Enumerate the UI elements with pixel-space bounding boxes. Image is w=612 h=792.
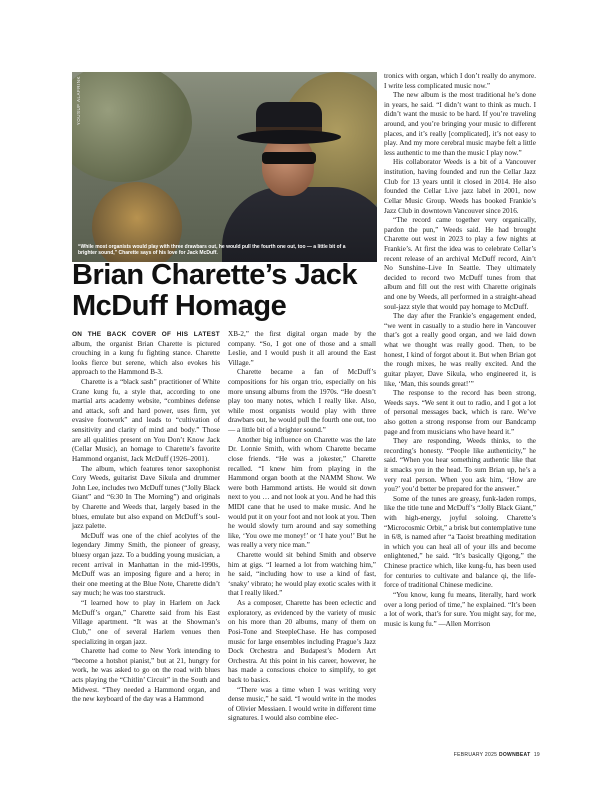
paragraph: McDuff was one of the chief acolytes of the legendary Jimmy Smith, the pioneer of greasy, bluesy organ jazz. To a budding young musician, a recent arrival in Manhattan in the mid-1990s, McDuff was an imposing figure and a hero; in their one meeting at the Blue Note, Charette didn’t say much; he was too starstruck.: [72, 531, 220, 598]
paragraph: Some of the tunes are greasy, funk-laden romps, like the title tune and McDuff’s “Jolly Black Giant,” with high-energy, joyful soloing. Charette’s “Microcosmic Orbit,” a brisk but contemplative tune in 6/8, is named after “a Taoist breathing meditation in which you can heal all of your ills and become enlightened,” he said. “It’s basically Qigong,” the Chinese practice which, like kung-fu, has been used for centuries to cultivate and balance qi, the life-force of traditional Chinese medicine.: [384, 494, 536, 590]
paragraph: “The record came together very organically, pardon the pun,” Weeds said. He had brought Charette out west in 2023 to play a few nights at Frankie’s. At first the idea was to celebrate Cellar’s recent release of an archival McDuff record, Ain’t No Sunshine–Live In Seattle. They ultimately decided to record two McDuff tunes from that album and fill out the rest with Charette originals and one by Weeds, all performed in a straight-ahead soul-jazz style that would pay homage to McDuff.: [384, 216, 536, 311]
paragraph: “I learned how to play in Harlem on Jack McDuff’s organ,” Charette said from his East Village apartment. “It was at the Showman’s Club,” one of several Harlem venues then specializing in organ jazz.: [72, 599, 220, 646]
paragraph: ON THE BACK COVER OF HIS LATEST album, the organist Brian Charette is pictured crouching in a kung fu fighting stance. Charette looks fierce but serene, which also evokes his approach to the Hammond B-3.: [72, 331, 220, 377]
paragraph: XB-2,” the first digital organ made by the company. “So, I got one of those and a small Leslie, and I would push it all around the East Village.”: [228, 330, 376, 367]
lead-in: ON THE BACK COVER OF HIS LATEST: [72, 331, 220, 338]
article-headline: Brian Charette’s Jack McDuff Homage: [72, 259, 358, 323]
magazine-name: DOWNBEAT: [498, 752, 531, 758]
article-column-2: [228, 330, 376, 724]
article-column-1: [72, 330, 220, 705]
page-folio: [454, 752, 540, 758]
paragraph: Charette is a “black sash” practitioner of White Crane kung fu, a style that, according to one martial arts academy website, “combines defense and attack, soft and hard power, uses firm, yet evasive footwork” and leads to “cultivation of sensitivity and clarity of mind and body.” Those are all qualities present on You Don’t Know Jack (Cellar Music), an homage to Charette’s favorite Hammond organist, Jack McDuff (1926–2001).: [72, 378, 220, 463]
paragraph: They are responding, Weeds thinks, to the recording’s honesty. “People like authenticity,” he said. “When you hear something authentic like that it smacks you in the head. To sum Brian up, he’s a very real person. When you ask him, ‘How are you?’ you’d better be prepared for the answer.”: [384, 437, 536, 494]
paragraph: Charette became a fan of McDuff’s compositions for his organ trio, especially on his more unsung albums from the 1970s. “He doesn’t play too many notes, which I really like. Also, while most organists would play with three drawbars out, he would pull the fourth one out, too — a little bit of a brighter sound.”: [228, 368, 376, 435]
paragraph: The response to the record has been strong, Weeds says. “We sent it out to radio, and I got a lot of personal messages back, which is rare. We’ve also gotten a strong response from our Bandcamp page and from musicians who have heard it.”: [384, 389, 536, 436]
paragraph: As a composer, Charette has been eclectic and exploratory, as evidenced by the variety of music on his more than 20 albums, many of them on Posi-Tone and SteepleChase. He has composed music for large ensembles including Prague’s Jazz Dock Orchestra and Budapest’s Modern Art Orchestra. At this point in his career, however, he has made a conscious choice to simplify, to get back to basics.: [228, 599, 376, 684]
sunglasses: [262, 152, 316, 164]
paragraph: “There was a time when I was writing very dense music,” he said. “I would write in the modes of Olivier Messiaen. I would write in different time signatures. I would also combine elec-: [228, 685, 376, 723]
paragraph: Another big influence on Charette was the late Dr. Lonnie Smith, with whom Charette became close friends. “He was a jokester,” Charette recalled. “I knew him from playing in the Hammond organ booth at the NAMM Show. We were both Hammond artists. He would sit down next to you … and not look at you. And he had this MIDI cane that he used to make music. And he would put it on your foot and not look at you. Then he would slowly turn around and say something like, ‘You owe me money!’ or ‘I hate you!’ But he was really a very nice man.”: [228, 435, 376, 550]
page-number: 19: [533, 752, 540, 758]
paragraph: tronics with organ, which I don’t really do anymore. I write less complicated music now.”: [384, 72, 536, 90]
cover-photo: [72, 72, 377, 262]
photo-caption: “While most organists would play with three drawbars out, he would pull the fourth one out, too — a little bit of a brighter sound,” Charette says of his love for Jack McDuff.: [78, 243, 346, 256]
foliage-left: [72, 72, 192, 182]
paragraph: The day after the Frankie’s engagement ended, “we went in casually to a studio here in Vancouver that’s got a really good organ, and we laid down what we thought was really good. Then, to be honest, I kind of forgot about it. But when Brian got the rough mixes, he was really excited. And the guitar player, Dave Sikula, who engineered it, is like, ‘Man, this sounds great!’”: [384, 312, 536, 388]
paragraph: “You know, kung fu means, literally, hard work over a long period of time,” he explained. “It’s been a lot of work, that’s for sure. You might say, for me, music is kung fu.” —Allen Morrison: [384, 590, 536, 628]
paragraph: Charette would sit behind Smith and observe him at gigs. “I learned a lot from watching him,” he said, “including how to use a kind of fast, ‘snaky’ vibrato; he would play exotic scales with it that I really liked.”: [228, 551, 376, 598]
photo-credit: YOUSUF ALAFRINK: [76, 76, 81, 126]
article-column-3: [384, 72, 536, 629]
hat-brim: [237, 130, 341, 144]
issue-date: FEBRUARY 2025: [453, 752, 498, 758]
paragraph: The album, which features tenor saxophonist Cory Weeds, guitarist Dave Sikula and drummer John Lee, includes two McDuff tunes (“Jolly Black Giant” and “6:30 In The Morning”) and originals by Charette and Weeds that, largely based in the blues, emulate but also expand on McDuff’s soul-jazz palette.: [72, 464, 220, 531]
paragraph: The new album is the most traditional he’s done in years, he said. “I didn’t want to think as much. I didn’t want the music to be hard. If you’re traveling around, and you’re bringing your music to different places, and it’s really [complicated], it’s not easy to play. And my more cerebral music maybe felt a little less authentic to me than the music I play now.”: [384, 91, 536, 157]
paragraph: His collaborator Weeds is a bit of a Vancouver institution, having founded and run the Cellar Jazz Club for 13 years until it closed in 2014. He also founded the Cellar Live jazz label in 2001, now Cellar Music Group. Weeds has booked Frankie’s Jazz Club in downtown Vancouver since 2016.: [384, 158, 536, 215]
paragraph: Charette had come to New York intending to “become a hotshot pianist,” but at 21, hungry for work, he was asked to go on the road with blues acts playing the “Chitlin’ Circuit” in the South and Midwest. “They needed a Hammond organ, and the new keyboard of the day was a Hammond: [72, 647, 220, 704]
